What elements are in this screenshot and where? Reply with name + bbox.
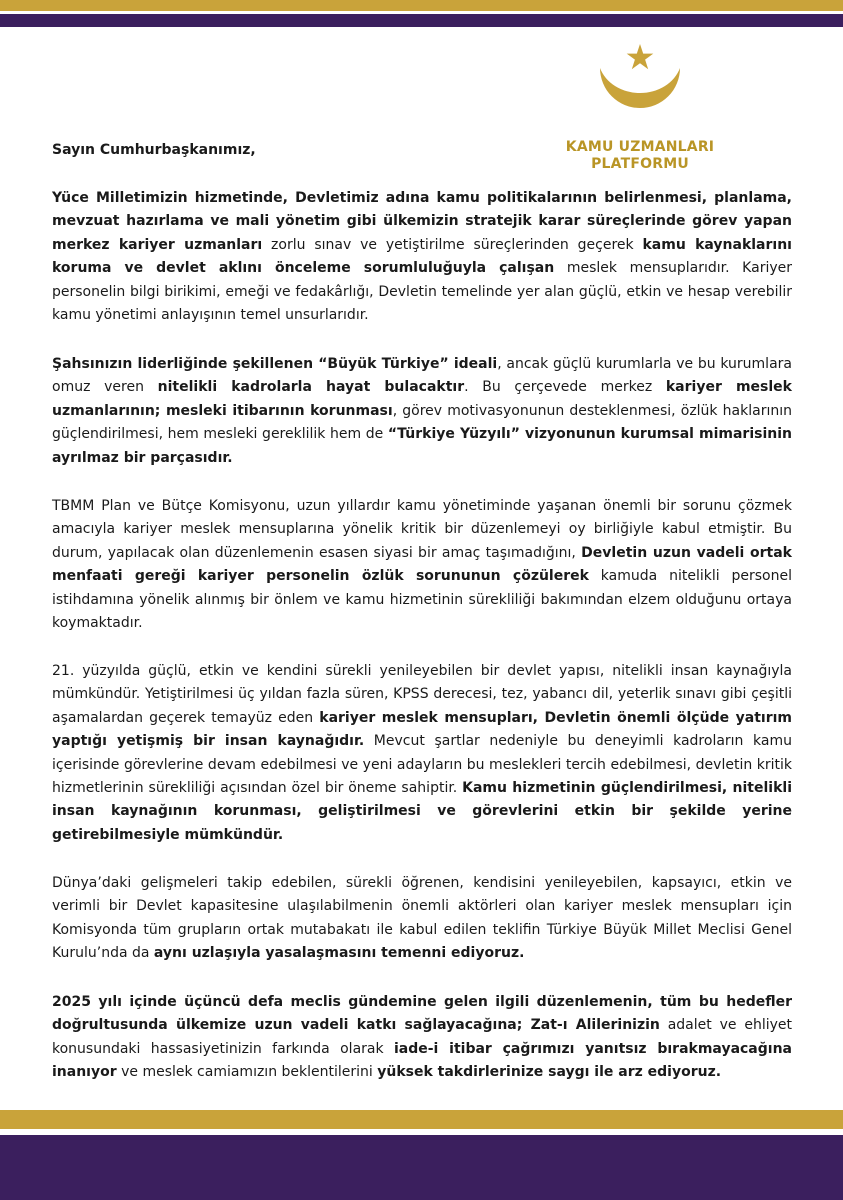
p1-bold-a: Yüce Milletimizin hizmetinde, Devletimiz adına kamu politikalarının belirlenmesi, planlama, mevzuat hazırlama ve mali yönetim gibi ülkemizin stratejik karar süreçlerinde görev yapan merkez kariyer uzmanları (52, 190, 792, 253)
salutation: Sayın Cumhurbaşkanımız, (52, 142, 256, 158)
p2-text-b: , ancak güçlü kurumlarla ve bu kurumlara omuz veren (52, 356, 792, 396)
p2-bold-c: nitelikli kadrolarla hayat bulacaktır (157, 379, 465, 396)
p2-bold-g: “Türkiye Yüzyılı” vizyonunun kurumsal mimarisinin ayrılmaz bir parçasıdır. (52, 426, 793, 466)
p6-bold-c: iade-i itibar çağrımızı yanıtsız bırakmayacağına inanıyor (52, 1040, 792, 1081)
p3-text-a: TBMM Plan ve Bütçe Komisyonu, uzun yıllardır kamu yönetiminde yaşanan önemli bir sorunu çözmek amacıyla kariyer meslek mensuplarına yönelik kritik bir düzenlemeyi oy birliğiyle kabul etmiştir. Bu durum, yapılacak olan düzenlemenin esasen siyasi bir amaç taşımadığını, (52, 498, 792, 561)
top-purple-band (0, 14, 843, 27)
p4-text-a: 21. yüzyılda güçlü, etkin ve kendini sürekli yenileyebilen bir devlet yapısı, nitelikli insan kaynağıyla mümkündür. Yetiştirilmesi üç yıldan fazla süren, KPSS derecesi, tez, yabancı dil, yeterlik sınavı gibi çeşitli aşamalardan geçerek temayüz eden (52, 663, 792, 726)
platform-logo (560, 38, 720, 178)
crescent-star-icon (594, 38, 686, 138)
p5-text-a: Dünya’daki gelişmeleri takip edebilen, sürekli öğrenen, kendisini yenileyebilen, kapsayıcı, etkin ve verimli bir Devlet kapasitesine ulaşılabilmenin önemli aktörleri olan kariyer meslek mensupları için Komisyonda tüm grupların ortak mutabakatı ile kabul edilen teklifin Türkiye Büyük Millet Meclisi Genel Kurulu’nda da (52, 875, 792, 962)
paragraph-4 (52, 660, 792, 847)
p3-text-c: kamuda nitelikli personel istihdamına yönelik alınmış bir önlem ve kamu hizmetinin sürekliliği bakımından elzem olduğunu ortaya koymaktadır. (52, 568, 792, 632)
p2-text-f: , görev motivasyonunun desteklenmesi, özlük haklarının güçlendirilmesi, hem mesleki gereklilik hem de (52, 402, 792, 443)
p2-bold-e: kariyer meslek uzmanlarının; mesleki itibarının korunması (52, 379, 792, 419)
p4-text-c: Mevcut şartlar nedeniyle bu deneyimli kadroların kamu içerisinde görevlerine devam edebilmesi ve yeni adayların bu meslekleri tercih edebilmesi, devletin kritik hizmetlerinin sürekliliği açısından özel bir öneme sahiptir. (52, 733, 792, 797)
p2-text-d: . Bu çerçevede merkez (464, 379, 666, 396)
p3-bold-b: Devletin uzun vadeli ortak menfaati gereği kariyer personelin özlük sorununun çözülerek (52, 544, 792, 585)
p6-bold-a: 2025 yılı içinde üçüncü defa meclis gündemine gelen ilgili düzenlemenin, tüm bu hedefler doğrultusunda ülkemize uzun vadeli katkı sağlayacağına; Zat-ı Alilerinizin (52, 994, 792, 1034)
p6-text-d: ve meslek camiamızın beklentilerini (116, 1064, 378, 1081)
paragraph-5 (52, 872, 792, 966)
paragraph-2 (52, 353, 792, 470)
paragraph-1 (52, 187, 792, 327)
bottom-purple-band (0, 1135, 843, 1200)
p6-text-b: adalet ve ehliyet konusundaki hassasiyetinizin farkında olarak (52, 1017, 792, 1057)
p1-text-b: zorlu sınav ve yetiştirilme süreçlerinden geçerek (262, 236, 643, 253)
paragraph-3 (52, 495, 792, 635)
p6-bold-e: yüksek takdirlerinize saygı ile arz ediyoruz. (377, 1064, 722, 1081)
logo-title-line1: KAMU UZMANLARI (565, 139, 715, 155)
p2-bold-a: Şahsınızın liderliğinde şekillenen “Büyük Türkiye” ideali (52, 356, 498, 372)
paragraph-6 (52, 991, 792, 1085)
logo-title-line2: PLATFORMU (591, 156, 689, 172)
p1-text-d: meslek mensuplarıdır. Kariyer personelin bilgi birikimi, emeği ve fedakârlığı, Devletin temelinde yer alan güçlü, etkin ve hesap verebilir kamu yönetimi anlayışının temel unsurlarıdır. (52, 260, 792, 324)
bottom-gold-band (0, 1110, 843, 1129)
top-gold-band (0, 0, 843, 11)
p5-bold-b: aynı uzlaşıyla yasalaşmasını temenni ediyoruz. (153, 945, 525, 962)
p1-bold-c: kamu kaynaklarını koruma ve devlet aklını önceleme sorumluluğuyla çalışan (52, 236, 792, 277)
p4-bold-d: Kamu hizmetinin güçlendirilmesi, nitelikli insan kaynağının korunması, geliştirilmesi ve görevlerini etkin bir şekilde yerine getirebilmesiyle mümkündür. (52, 780, 792, 843)
p4-bold-b: kariyer meslek mensupları, Devletin önemli ölçüde yatırım yaptığı yetişmiş bir insan kaynağıdır. (52, 709, 792, 750)
